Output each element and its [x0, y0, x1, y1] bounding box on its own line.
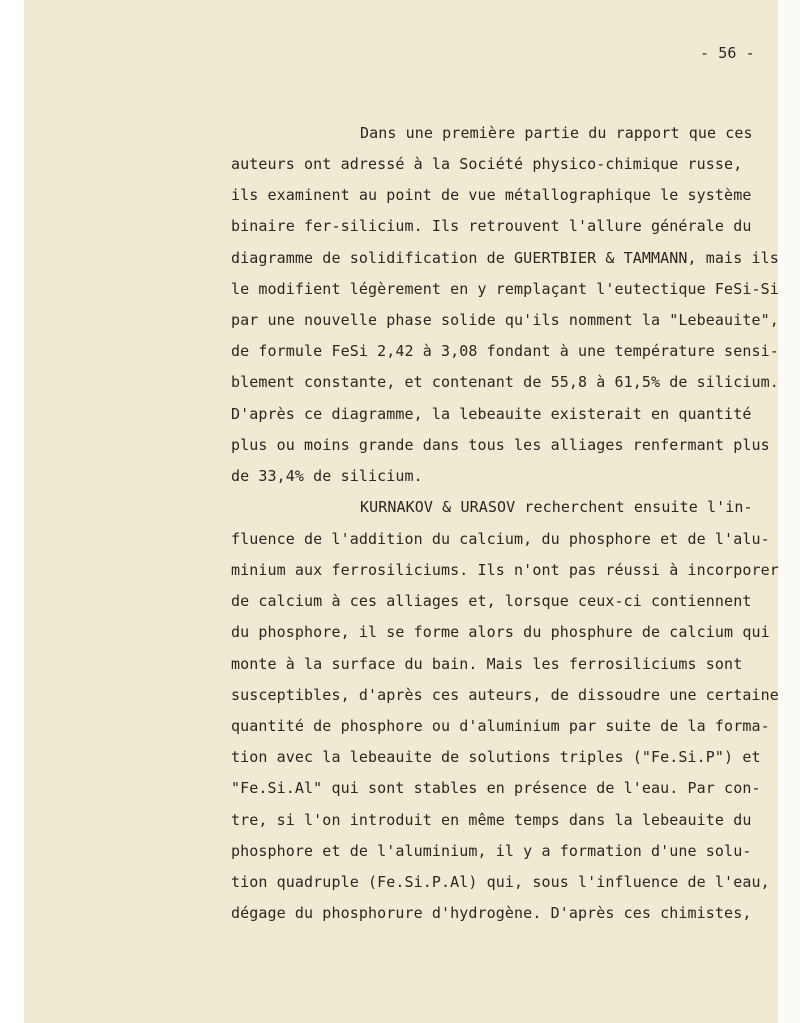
scan-margin — [778, 0, 800, 1023]
text-line: par une nouvelle phase solide qu'ils nomment la "Lebeauite", — [231, 311, 779, 329]
text-line: dégage du phosphorure d'hydrogène. D'après ces chimistes, — [231, 904, 752, 922]
text-line: KURNAKOV & URASOV recherchent ensuite l'in- — [360, 498, 753, 516]
text-line: fluence de l'addition du calcium, du phosphore et de l'alu- — [231, 530, 770, 548]
text-line: de formule FeSi 2,42 à 3,08 fondant à une température sensi- — [231, 342, 779, 360]
text-line: phosphore et de l'aluminium, il y a formation d'une solu- — [231, 842, 752, 860]
text-line: "Fe.Si.Al" qui sont stables en présence de l'eau. Par con- — [231, 779, 761, 797]
text-line: ils examinent au point de vue métallographique le système — [231, 186, 752, 204]
text-line: minium aux ferrosiliciums. Ils n'ont pas réussi à incorporer — [231, 561, 779, 579]
text-line: plus ou moins grande dans tous les alliages renfermant plus — [231, 436, 770, 454]
text-line: susceptibles, d'après ces auteurs, de dissoudre une certaine — [231, 686, 779, 704]
text-line: monte à la surface du bain. Mais les ferrosiliciums sont — [231, 655, 743, 673]
text-line: blement constante, et contenant de 55,8 à 61,5% de silicium. — [231, 373, 779, 391]
text-line: le modifient légèrement en y remplaçant l'eutectique FeSi-Si — [231, 280, 779, 298]
text-line: tion avec la lebeauite de solutions triples ("Fe.Si.P") et — [231, 748, 761, 766]
text-line: quantité de phosphore ou d'aluminium par suite de la forma- — [231, 717, 770, 735]
text-line: D'après ce diagramme, la lebeauite existerait en quantité — [231, 405, 752, 423]
text-line: de calcium à ces alliages et, lorsque ceux-ci contiennent — [231, 592, 752, 610]
text-line: tion quadruple (Fe.Si.P.Al) qui, sous l'influence de l'eau, — [231, 873, 770, 891]
text-line: de 33,4% de silicium. — [231, 467, 423, 485]
text-line: binaire fer-silicium. Ils retrouvent l'allure générale du — [231, 217, 752, 235]
text-line: du phosphore, il se forme alors du phosphure de calcium qui — [231, 623, 770, 641]
text-line: Dans une première partie du rapport que ces — [360, 124, 753, 142]
text-line: tre, si l'on introduit en même temps dans la lebeauite du — [231, 811, 752, 829]
text-line: diagramme de solidification de GUERTBIER & TAMMANN, mais ils — [231, 249, 779, 267]
page-number: - 56 - — [700, 44, 755, 62]
text-line: auteurs ont adressé à la Société physico-chimique russe, — [231, 155, 743, 173]
